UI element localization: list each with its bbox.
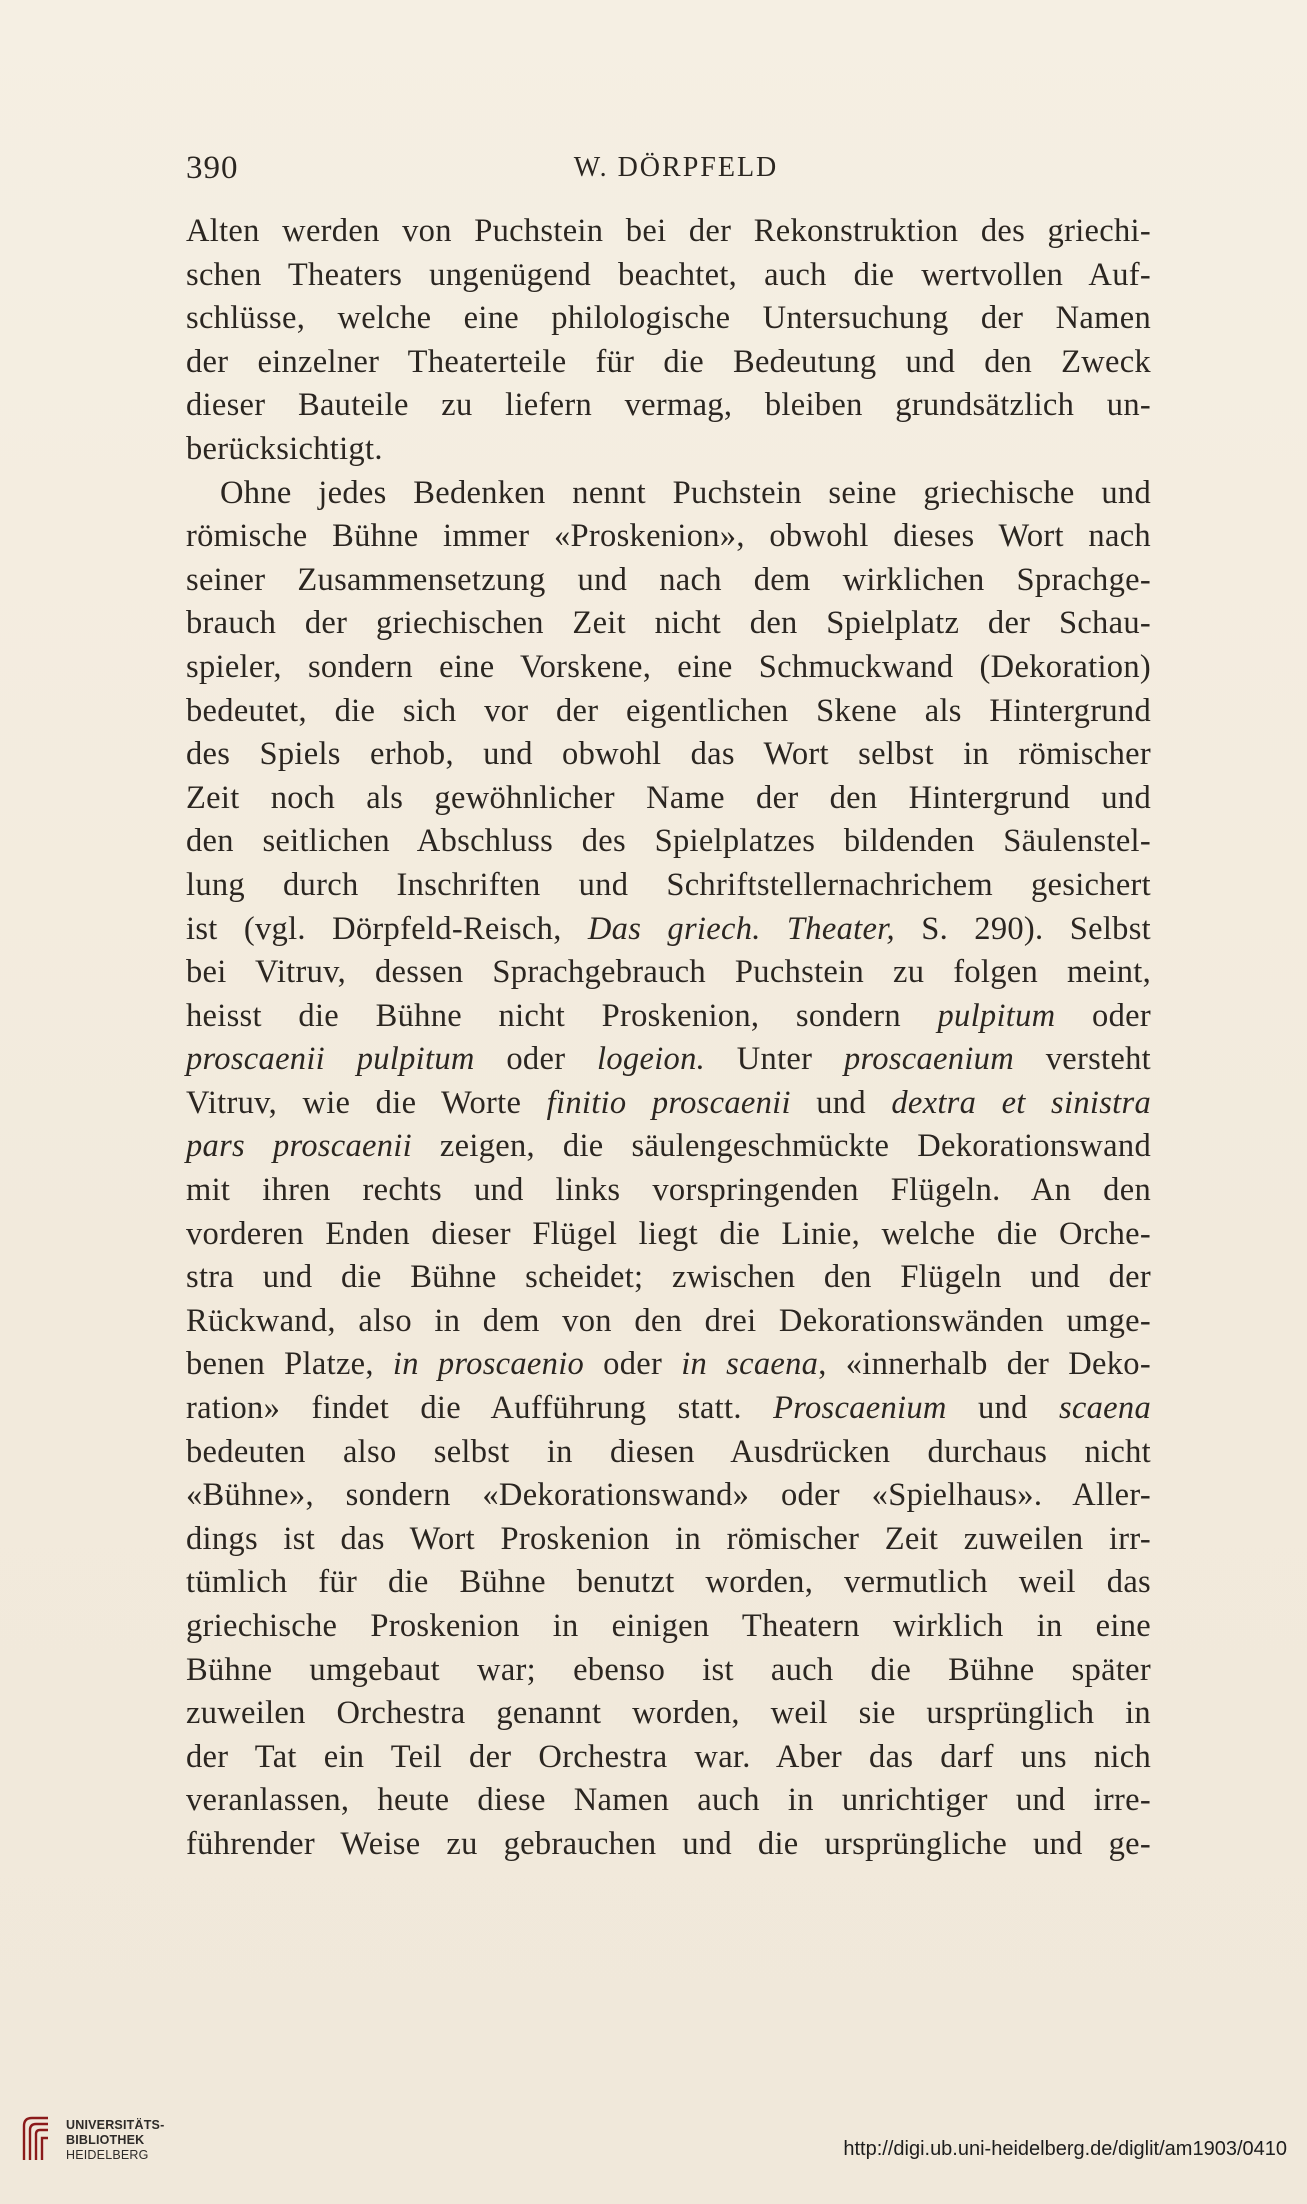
text-segment: ration» findet die Aufführung statt. [186,1390,774,1427]
text-line [186,908,1151,952]
text-line: dings ist das Wort Proskenion in römischer Zeit zuweilen irr- [186,1520,1151,1557]
text-line: stra und die Bühne scheidet; zwischen den Flügeln und der [186,1259,1151,1296]
text-line: berücksichtigt. [186,430,383,467]
text-line [186,1038,1151,1082]
text-line: zuweilen Orchestra genannt worden, weil sie ursprünglich in [186,1695,1151,1732]
text-segment: versteht [1013,1041,1151,1078]
text-line: bei Vitruv, dessen Sprachgebrauch Puchstein zu folgen meint, [186,954,1151,991]
library-name-line-1: UNIVERSITÄTS- [66,2118,165,2132]
text-line: spieler, sondern eine Vorskene, eine Schmuckwand (Dekoration) [186,648,1151,685]
text-line: den seitlichen Abschluss des Spielplatzes bildenden Säulenstel- [186,823,1151,860]
text-line: brauch der griechischen Zeit nicht den Spielplatz der Schau- [186,605,1151,642]
italic-text: Proscaenium [773,1390,947,1427]
text-segment: Unter [705,1041,844,1078]
text-segment: benen Platze, [186,1346,393,1383]
text-line: Rückwand, also in dem von den drei Dekorationswänden umge- [186,1302,1151,1339]
italic-text: dextra et sinistra [891,1084,1151,1121]
text-line: veranlassen, heute diese Namen auch in unrichtiger und irre- [186,1782,1151,1819]
text-line: vorderen Enden dieser Flügel liegt die Linie, welche die Orche- [186,1215,1151,1252]
text-line [186,1082,1151,1126]
italic-text: logeion. [597,1041,706,1078]
text-line: Ohne jedes Bedenken nennt Puchstein seine griechische und [220,474,1151,511]
text-line: römische Bühne immer «Proskenion», obwohl dieses Wort nach [186,518,1151,555]
running-head: W. DÖRPFELD [573,152,779,183]
text-line: Alten werden von Puchstein bei der Rekonstruktion des griechi- [186,213,1151,249]
text-line: des Spiels erhob, und obwohl das Wort selbst in römischer [186,736,1151,773]
text-segment: und [790,1084,892,1121]
text-line: seiner Zusammensetzung und nach dem wirklichen Sprachge- [186,561,1151,598]
italic-text: pars proscaenii [186,1128,412,1165]
text-line: der Tat ein Teil der Orchestra war. Aber das darf uns nich [186,1738,1151,1775]
text-segment: und [946,1390,1059,1427]
text-line: bedeutet, die sich vor der eigentlichen Skene als Hintergrund [186,692,1151,729]
text-line [186,1125,1151,1169]
text-line: «Bühne», sondern «Dekorationswand» oder «Spielhaus». Aller- [186,1477,1151,1514]
library-name-line-2: BIBLIOTHEK [66,2133,145,2147]
italic-text: scaena [1058,1390,1152,1427]
text-segment: S. 290). Selbst [894,910,1151,947]
text-line: Bühne umgebaut war; ebenso ist auch die Bühne später [186,1651,1151,1688]
university-library-logo-icon [18,2114,54,2164]
text-line: dieser Bauteile zu liefern vermag, bleiben grundsätzlich un- [186,387,1151,424]
text-line: führender Weise zu gebrauchen und die ursprüngliche und ge- [186,1825,1151,1862]
text-segment: , «innerhalb der Deko- [818,1346,1151,1383]
italic-text: in scaena [681,1346,819,1383]
body-text [186,210,1151,1867]
library-name [66,2118,164,2163]
text-line [186,1343,1151,1387]
text-line: bedeuten also selbst in diesen Ausdrücken durchaus nicht [186,1433,1151,1470]
text-line: der einzelner Theaterteile für die Bedeutung und den Zweck [186,343,1151,380]
text-line: schen Theaters ungenügend beachtet, auch die wertvollen Auf- [186,256,1151,293]
text-segment: Vitruv, wie die Worte [186,1084,547,1121]
text-line: tümlich für die Bühne benutzt worden, vermutlich weil das [186,1564,1151,1601]
text-line: griechische Proskenion in einigen Theatern wirklich in eine [186,1608,1151,1644]
page-number: 390 [186,150,239,186]
text-line: mit ihren rechts und links vorspringenden Flügeln. An den [186,1172,1151,1209]
page-header [186,150,1166,200]
text-segment: oder [584,1346,682,1383]
page-footer [0,2110,1307,2204]
text-segment: oder [474,1041,598,1078]
text-line: Zeit noch als gewöhnlicher Name der den Hintergrund und [186,779,1151,816]
text-line [186,995,1151,1039]
text-line: lung durch Inschriften und Schriftstellernachrichem gesichert [186,866,1151,903]
source-url-link[interactable]: http://digi.ub.uni-heidelberg.de/diglit/am1903/0410 [843,2138,1287,2160]
text-segment: heisst die Bühne nicht Proskenion, sondern [186,997,938,1034]
italic-text: Das griech. Theater, [587,910,895,947]
italic-text: proscaenii pulpitum [186,1041,475,1078]
italic-text: finitio proscaenii [546,1084,791,1121]
text-segment: zeigen, die säulengeschmückte Dekorationswand [411,1128,1151,1165]
italic-text: in proscaenio [392,1346,585,1383]
italic-text: proscaenium [843,1041,1014,1078]
text-segment: oder [1055,997,1151,1034]
library-name-line-3: HEIDELBERG [66,2148,149,2162]
text-line: schlüsse, welche eine philologische Untersuchung der Namen [186,300,1151,337]
text-line [186,1387,1151,1431]
italic-text: pulpitum [937,997,1056,1034]
text-segment: ist (vgl. Dörpfeld-Reisch, [186,910,588,947]
